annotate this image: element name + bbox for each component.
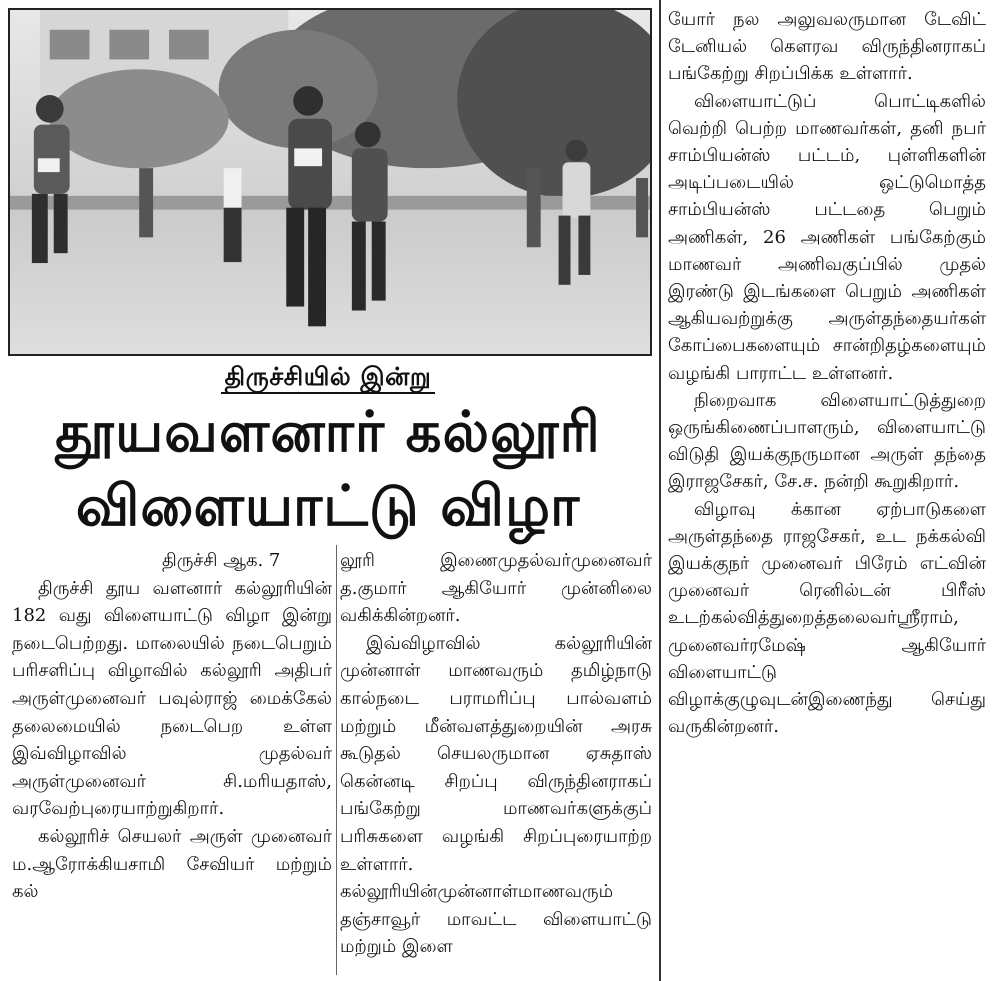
running-athletes-icon <box>10 10 650 354</box>
kicker <box>0 362 656 395</box>
paragraph: இவ்விழாவில் கல்லூரியின் முன்னாள் மாணவரும் தமிழ்நாடு கால்நடை பராமரிப்பு பால்வளம் மற்றும் மீன்வளத்துறையின் அரசு கூடுதல் செயலருமான ஏசுதாஸ் கென்னடி சிறப்பு விருந்தினராகப் பங்கேற்று மாணவர்களுக்குப் பரிசுகளை வழங்கி சிறப்புரையாற்ற உள்ளார். கல்லூரியின்முன்னாள்மாணவரும் தஞ்சாவூர் மாவட்ட விளையாட்டு மற்றும் இளை <box>340 632 652 958</box>
paragraph: கல்லூரிச் செயலர் அருள் முனைவர் ம.ஆரோக்கியசாமி சேவியர் மற்றும் கல் <box>12 825 332 903</box>
paragraph: யோர் நல அலுவலருமான டேவிட் டேனியல் கௌரவ விருந்தினராகப் பங்கேற்று சிறப்பிக்க உள்ளார். <box>668 9 986 85</box>
paragraph: திருச்சி தூய வளனார் கல்லூரியின் 182 வது விளையாட்டு விழா இன்று நடைபெற்றது. மாலையில் நடைபெறும் பரிசளிப்பு விழாவில் கல்லூரி அதிபர் அருள்முனைவர் பவுல்ராஜ் மைக்கேல் தலைமையில் நடைபெற உள்ள இவ்விழாவில் முதல்வர் அருள்முனைவர் சி.மரியதாஸ், வரவேற்புரையாற்றுகிறார். <box>12 577 332 820</box>
article-column-3 <box>668 6 986 740</box>
paragraph: விழாவு க்கான ஏற்பாடுகளை அருள்தந்தை ராஜசேகர், உட நக்கல்வி இயக்குநர் முனைவர் பிரேம் எட்வின் முனைவர் ரெனில்டன் பிரீஸ் உடற்கல்வித்துறைத்தலைவர்ஸ்ரீராம், முனைவர்ரமேஷ் ஆகியோர் விளையாட்டு விழாக்குழுவுடன்இணைந்து செய்து வருகின்றனர். <box>668 498 986 738</box>
athletes-photo <box>8 8 652 356</box>
headline-line2: விளையாட்டு விழா <box>75 474 581 539</box>
paragraph: விளையாட்டுப் பொட்டிகளில் வெற்றி பெற்ற மாணவர்கள், தனி நபர் சாம்பியன்ஸ் பட்டம், புள்ளிகளின் அடிப்படையில் ஒட்டுமொத்த சாம்பியன்ஸ் பட்டதை பெறும் அணிகள், 26 அணிகள் பங்கேற்கும் மாணவர் அணிவகுப்பில் முதல் இரண்டு இடங்களை பெறும் அணிகள் ஆகியவற்றுக்கு அருள்தந்தையர்கள் கோப்பைகளையும் சான்றிதழ்களையும் வழங்கி பாராட்ட உள்ளனர். <box>668 90 986 384</box>
headline-line1: தூயவளனார் கல்லூரி <box>55 400 601 465</box>
dateline: திருச்சி ஆக. 7 <box>162 550 281 571</box>
kicker-text: திருச்சியில் இன்று <box>221 362 436 394</box>
article-column-1 <box>12 547 332 906</box>
headline <box>0 396 656 544</box>
column-divider <box>659 0 661 981</box>
article-column-2 <box>340 547 652 961</box>
column-divider-small <box>336 545 337 975</box>
paragraph: நிறைவாக விளையாட்டுத்துறை ஒருங்கிணைப்பாளரும், விளையாட்டு விடுதி இயக்குநருமான அருள் தந்தை இராஜசேகர், சே.ச. நன்றி கூறுகிறார். <box>668 389 986 493</box>
paragraph: லூரி இணைமுதல்வர்முனைவர் த.குமார் ஆகியோர் முன்னிலை வகிக்கின்றனர். <box>340 550 652 627</box>
